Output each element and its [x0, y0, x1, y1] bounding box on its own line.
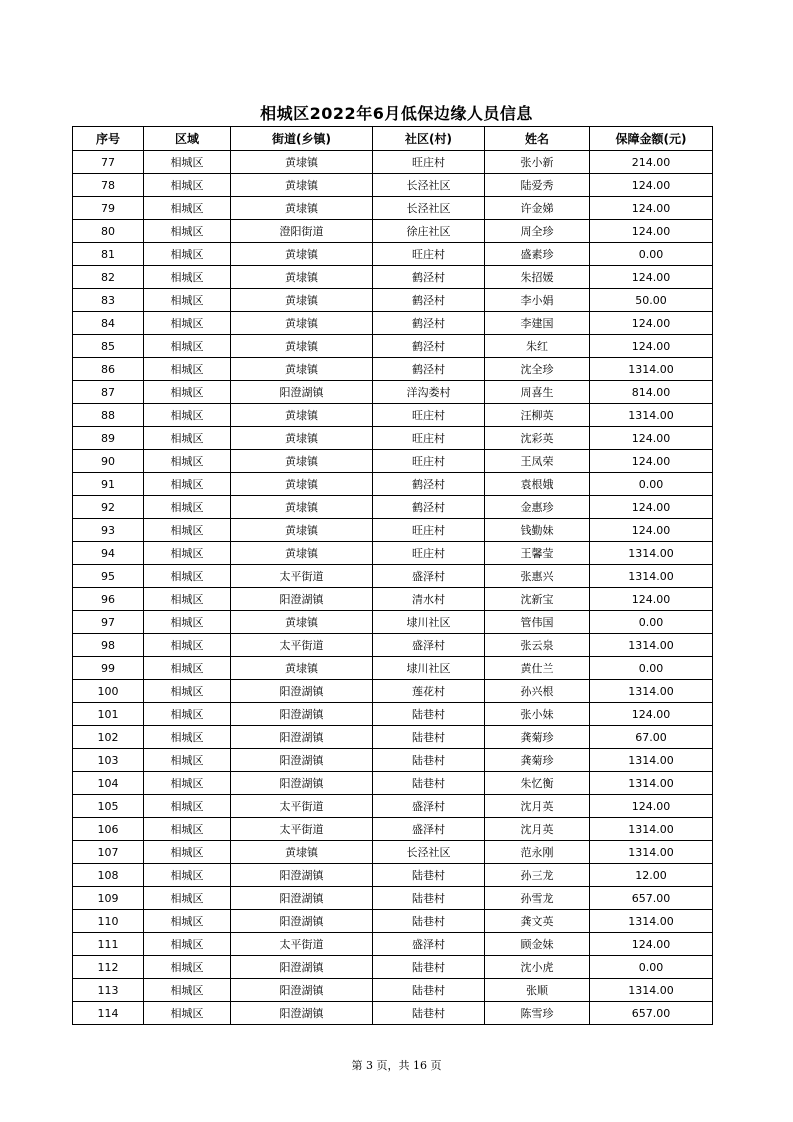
cell-street: 阳澄湖镇	[231, 749, 373, 772]
cell-amount: 124.00	[590, 450, 713, 473]
cell-index: 82	[73, 266, 144, 289]
cell-index: 109	[73, 887, 144, 910]
cell-amount: 0.00	[590, 657, 713, 680]
table-row	[73, 335, 713, 358]
cell-amount: 1314.00	[590, 910, 713, 933]
cell-community: 陆巷村	[373, 726, 485, 749]
cell-community: 清水村	[373, 588, 485, 611]
cell-district: 相城区	[144, 726, 231, 749]
cell-amount: 124.00	[590, 703, 713, 726]
table-row	[73, 542, 713, 565]
cell-index: 81	[73, 243, 144, 266]
column-header-street: 街道(乡镇)	[231, 127, 373, 151]
cell-community: 鹤泾村	[373, 312, 485, 335]
cell-amount: 1314.00	[590, 404, 713, 427]
cell-name: 孙三龙	[485, 864, 590, 887]
cell-district: 相城区	[144, 703, 231, 726]
cell-name: 陈雪珍	[485, 1002, 590, 1025]
cell-index: 87	[73, 381, 144, 404]
table-row	[73, 1002, 713, 1025]
cell-index: 79	[73, 197, 144, 220]
cell-district: 相城区	[144, 220, 231, 243]
table-row	[73, 657, 713, 680]
cell-street: 黄埭镇	[231, 151, 373, 174]
cell-community: 盛泽村	[373, 634, 485, 657]
cell-name: 沈月英	[485, 818, 590, 841]
cell-name: 龚菊珍	[485, 749, 590, 772]
cell-street: 阳澄湖镇	[231, 703, 373, 726]
cell-district: 相城区	[144, 381, 231, 404]
table-row	[73, 220, 713, 243]
cell-amount: 1314.00	[590, 680, 713, 703]
cell-amount: 0.00	[590, 956, 713, 979]
cell-community: 陆巷村	[373, 749, 485, 772]
cell-community: 陆巷村	[373, 910, 485, 933]
cell-index: 96	[73, 588, 144, 611]
table-row	[73, 818, 713, 841]
cell-amount: 0.00	[590, 243, 713, 266]
cell-name: 张惠兴	[485, 565, 590, 588]
cell-street: 黄埭镇	[231, 611, 373, 634]
cell-name: 沈新宝	[485, 588, 590, 611]
cell-index: 85	[73, 335, 144, 358]
cell-street: 太平街道	[231, 818, 373, 841]
table-row	[73, 358, 713, 381]
cell-community: 陆巷村	[373, 1002, 485, 1025]
table-row	[73, 841, 713, 864]
cell-district: 相城区	[144, 473, 231, 496]
table-row	[73, 864, 713, 887]
cell-district: 相城区	[144, 197, 231, 220]
cell-index: 111	[73, 933, 144, 956]
cell-index: 108	[73, 864, 144, 887]
cell-district: 相城区	[144, 427, 231, 450]
cell-district: 相城区	[144, 864, 231, 887]
cell-community: 旺庄村	[373, 427, 485, 450]
table-row	[73, 381, 713, 404]
cell-index: 113	[73, 979, 144, 1002]
cell-amount: 0.00	[590, 473, 713, 496]
cell-street: 黄埭镇	[231, 473, 373, 496]
table-row	[73, 772, 713, 795]
cell-community: 陆巷村	[373, 956, 485, 979]
cell-name: 王馨莹	[485, 542, 590, 565]
cell-street: 黄埭镇	[231, 243, 373, 266]
table-row	[73, 174, 713, 197]
cell-street: 黄埭镇	[231, 427, 373, 450]
cell-index: 112	[73, 956, 144, 979]
column-header-district: 区域	[144, 127, 231, 151]
cell-index: 99	[73, 657, 144, 680]
cell-name: 陆爱秀	[485, 174, 590, 197]
cell-amount: 1314.00	[590, 542, 713, 565]
cell-community: 鹤泾村	[373, 335, 485, 358]
cell-district: 相城区	[144, 243, 231, 266]
cell-amount: 1314.00	[590, 841, 713, 864]
cell-street: 澄阳街道	[231, 220, 373, 243]
cell-street: 黄埭镇	[231, 496, 373, 519]
cell-index: 86	[73, 358, 144, 381]
cell-name: 孙兴根	[485, 680, 590, 703]
cell-street: 阳澄湖镇	[231, 726, 373, 749]
cell-district: 相城区	[144, 680, 231, 703]
cell-district: 相城区	[144, 749, 231, 772]
cell-index: 106	[73, 818, 144, 841]
cell-district: 相城区	[144, 910, 231, 933]
cell-district: 相城区	[144, 795, 231, 818]
cell-community: 徐庄社区	[373, 220, 485, 243]
cell-index: 102	[73, 726, 144, 749]
cell-community: 埭川社区	[373, 657, 485, 680]
cell-street: 阳澄湖镇	[231, 588, 373, 611]
cell-community: 鹤泾村	[373, 496, 485, 519]
cell-amount: 67.00	[590, 726, 713, 749]
cell-name: 朱招媛	[485, 266, 590, 289]
cell-street: 黄埭镇	[231, 358, 373, 381]
cell-district: 相城区	[144, 312, 231, 335]
cell-name: 许金娣	[485, 197, 590, 220]
cell-district: 相城区	[144, 887, 231, 910]
cell-district: 相城区	[144, 335, 231, 358]
cell-amount: 1314.00	[590, 772, 713, 795]
cell-amount: 1314.00	[590, 565, 713, 588]
cell-street: 黄埭镇	[231, 266, 373, 289]
cell-street: 黄埭镇	[231, 312, 373, 335]
cell-name: 沈彩英	[485, 427, 590, 450]
column-header-index: 序号	[73, 127, 144, 151]
cell-community: 旺庄村	[373, 450, 485, 473]
cell-street: 阳澄湖镇	[231, 979, 373, 1002]
cell-name: 管伟国	[485, 611, 590, 634]
table-row	[73, 910, 713, 933]
cell-community: 鹤泾村	[373, 358, 485, 381]
cell-amount: 124.00	[590, 933, 713, 956]
cell-name: 范永刚	[485, 841, 590, 864]
cell-name: 孙雪龙	[485, 887, 590, 910]
cell-street: 太平街道	[231, 634, 373, 657]
table-row	[73, 565, 713, 588]
cell-street: 黄埭镇	[231, 841, 373, 864]
table-row	[73, 749, 713, 772]
cell-street: 黄埭镇	[231, 542, 373, 565]
cell-street: 太平街道	[231, 933, 373, 956]
table-row	[73, 887, 713, 910]
cell-district: 相城区	[144, 611, 231, 634]
cell-amount: 214.00	[590, 151, 713, 174]
cell-street: 太平街道	[231, 565, 373, 588]
cell-amount: 0.00	[590, 611, 713, 634]
cell-district: 相城区	[144, 933, 231, 956]
cell-community: 埭川社区	[373, 611, 485, 634]
cell-amount: 1314.00	[590, 818, 713, 841]
cell-name: 周喜生	[485, 381, 590, 404]
table-row	[73, 197, 713, 220]
cell-index: 88	[73, 404, 144, 427]
cell-index: 100	[73, 680, 144, 703]
cell-amount: 124.00	[590, 220, 713, 243]
page-footer: 第 3 页，共 16 页	[351, 1059, 442, 1072]
table-row	[73, 933, 713, 956]
cell-name: 黄仕兰	[485, 657, 590, 680]
cell-district: 相城区	[144, 1002, 231, 1025]
cell-street: 阳澄湖镇	[231, 956, 373, 979]
cell-community: 陆巷村	[373, 887, 485, 910]
cell-street: 阳澄湖镇	[231, 381, 373, 404]
table-row	[73, 312, 713, 335]
cell-community: 长泾社区	[373, 197, 485, 220]
cell-index: 101	[73, 703, 144, 726]
cell-district: 相城区	[144, 266, 231, 289]
cell-name: 龚菊珍	[485, 726, 590, 749]
table-row	[73, 795, 713, 818]
document-title: 相城区2022年6月低保边缘人员信息	[260, 104, 533, 123]
cell-community: 陆巷村	[373, 979, 485, 1002]
cell-index: 89	[73, 427, 144, 450]
cell-community: 陆巷村	[373, 864, 485, 887]
cell-community: 洋沟娄村	[373, 381, 485, 404]
cell-amount: 124.00	[590, 427, 713, 450]
cell-index: 90	[73, 450, 144, 473]
cell-amount: 12.00	[590, 864, 713, 887]
table-row	[73, 611, 713, 634]
cell-name: 李小娟	[485, 289, 590, 312]
cell-name: 龚文英	[485, 910, 590, 933]
cell-name: 周全珍	[485, 220, 590, 243]
cell-amount: 814.00	[590, 381, 713, 404]
cell-amount: 124.00	[590, 795, 713, 818]
cell-amount: 124.00	[590, 519, 713, 542]
cell-street: 阳澄湖镇	[231, 910, 373, 933]
cell-index: 107	[73, 841, 144, 864]
cell-district: 相城区	[144, 404, 231, 427]
cell-amount: 124.00	[590, 197, 713, 220]
cell-name: 张云泉	[485, 634, 590, 657]
cell-name: 王凤荣	[485, 450, 590, 473]
cell-index: 105	[73, 795, 144, 818]
cell-amount: 1314.00	[590, 979, 713, 1002]
cell-street: 阳澄湖镇	[231, 680, 373, 703]
cell-index: 104	[73, 772, 144, 795]
cell-community: 陆巷村	[373, 772, 485, 795]
cell-amount: 1314.00	[590, 634, 713, 657]
cell-district: 相城区	[144, 956, 231, 979]
cell-name: 顾金妹	[485, 933, 590, 956]
cell-index: 103	[73, 749, 144, 772]
cell-name: 沈小虎	[485, 956, 590, 979]
table-row	[73, 519, 713, 542]
cell-name: 钱勤妹	[485, 519, 590, 542]
cell-street: 太平街道	[231, 795, 373, 818]
cell-community: 长泾社区	[373, 174, 485, 197]
table-row	[73, 680, 713, 703]
table-row	[73, 496, 713, 519]
cell-community: 盛泽村	[373, 933, 485, 956]
cell-name: 李建国	[485, 312, 590, 335]
cell-street: 阳澄湖镇	[231, 887, 373, 910]
cell-index: 91	[73, 473, 144, 496]
cell-community: 陆巷村	[373, 703, 485, 726]
cell-street: 黄埭镇	[231, 174, 373, 197]
cell-name: 朱忆衡	[485, 772, 590, 795]
cell-name: 汪柳英	[485, 404, 590, 427]
cell-name: 朱红	[485, 335, 590, 358]
cell-district: 相城区	[144, 496, 231, 519]
cell-district: 相城区	[144, 841, 231, 864]
table-row	[73, 243, 713, 266]
cell-district: 相城区	[144, 174, 231, 197]
column-header-name: 姓名	[485, 127, 590, 151]
cell-name: 袁根娥	[485, 473, 590, 496]
cell-street: 黄埭镇	[231, 289, 373, 312]
table-row	[73, 266, 713, 289]
table-row	[73, 588, 713, 611]
cell-name: 盛素珍	[485, 243, 590, 266]
cell-index: 94	[73, 542, 144, 565]
cell-index: 77	[73, 151, 144, 174]
cell-street: 黄埭镇	[231, 519, 373, 542]
table-row	[73, 151, 713, 174]
table-row	[73, 473, 713, 496]
cell-community: 旺庄村	[373, 542, 485, 565]
cell-amount: 124.00	[590, 588, 713, 611]
cell-community: 鹤泾村	[373, 473, 485, 496]
cell-district: 相城区	[144, 542, 231, 565]
cell-name: 金惠珍	[485, 496, 590, 519]
cell-name: 张顺	[485, 979, 590, 1002]
column-header-amount: 保障金额(元)	[590, 127, 713, 151]
table-row	[73, 726, 713, 749]
cell-community: 盛泽村	[373, 565, 485, 588]
cell-district: 相城区	[144, 519, 231, 542]
cell-community: 旺庄村	[373, 243, 485, 266]
table-row	[73, 450, 713, 473]
cell-community: 旺庄村	[373, 151, 485, 174]
cell-amount: 50.00	[590, 289, 713, 312]
cell-index: 110	[73, 910, 144, 933]
cell-street: 阳澄湖镇	[231, 1002, 373, 1025]
table-row	[73, 427, 713, 450]
cell-street: 黄埭镇	[231, 335, 373, 358]
cell-index: 84	[73, 312, 144, 335]
cell-street: 阳澄湖镇	[231, 864, 373, 887]
cell-street: 黄埭镇	[231, 657, 373, 680]
cell-amount: 124.00	[590, 312, 713, 335]
table-body	[73, 151, 713, 1025]
cell-index: 97	[73, 611, 144, 634]
cell-street: 黄埭镇	[231, 450, 373, 473]
table-row	[73, 634, 713, 657]
cell-street: 黄埭镇	[231, 197, 373, 220]
column-header-community: 社区(村)	[373, 127, 485, 151]
cell-index: 92	[73, 496, 144, 519]
table-row	[73, 956, 713, 979]
cell-district: 相城区	[144, 358, 231, 381]
cell-district: 相城区	[144, 657, 231, 680]
cell-amount: 124.00	[590, 266, 713, 289]
cell-district: 相城区	[144, 289, 231, 312]
table-row	[73, 979, 713, 1002]
cell-community: 盛泽村	[373, 795, 485, 818]
cell-index: 93	[73, 519, 144, 542]
cell-amount: 657.00	[590, 887, 713, 910]
table-row	[73, 703, 713, 726]
cell-amount: 124.00	[590, 174, 713, 197]
cell-index: 95	[73, 565, 144, 588]
cell-community: 旺庄村	[373, 519, 485, 542]
cell-district: 相城区	[144, 565, 231, 588]
cell-name: 张小新	[485, 151, 590, 174]
cell-community: 莲花村	[373, 680, 485, 703]
cell-amount: 124.00	[590, 496, 713, 519]
cell-district: 相城区	[144, 588, 231, 611]
cell-district: 相城区	[144, 818, 231, 841]
cell-street: 阳澄湖镇	[231, 772, 373, 795]
cell-community: 旺庄村	[373, 404, 485, 427]
cell-name: 张小妹	[485, 703, 590, 726]
cell-amount: 1314.00	[590, 749, 713, 772]
cell-amount: 124.00	[590, 335, 713, 358]
cell-index: 114	[73, 1002, 144, 1025]
cell-district: 相城区	[144, 979, 231, 1002]
cell-community: 鹤泾村	[373, 289, 485, 312]
table-header-row	[73, 127, 713, 151]
cell-district: 相城区	[144, 772, 231, 795]
cell-street: 黄埭镇	[231, 404, 373, 427]
table-row	[73, 289, 713, 312]
cell-community: 鹤泾村	[373, 266, 485, 289]
personnel-table	[72, 126, 713, 1025]
cell-district: 相城区	[144, 634, 231, 657]
cell-name: 沈月英	[485, 795, 590, 818]
table-row	[73, 404, 713, 427]
cell-index: 78	[73, 174, 144, 197]
cell-index: 83	[73, 289, 144, 312]
cell-amount: 657.00	[590, 1002, 713, 1025]
cell-community: 长泾社区	[373, 841, 485, 864]
cell-community: 盛泽村	[373, 818, 485, 841]
cell-name: 沈全珍	[485, 358, 590, 381]
cell-district: 相城区	[144, 151, 231, 174]
cell-index: 98	[73, 634, 144, 657]
cell-district: 相城区	[144, 450, 231, 473]
cell-amount: 1314.00	[590, 358, 713, 381]
cell-index: 80	[73, 220, 144, 243]
